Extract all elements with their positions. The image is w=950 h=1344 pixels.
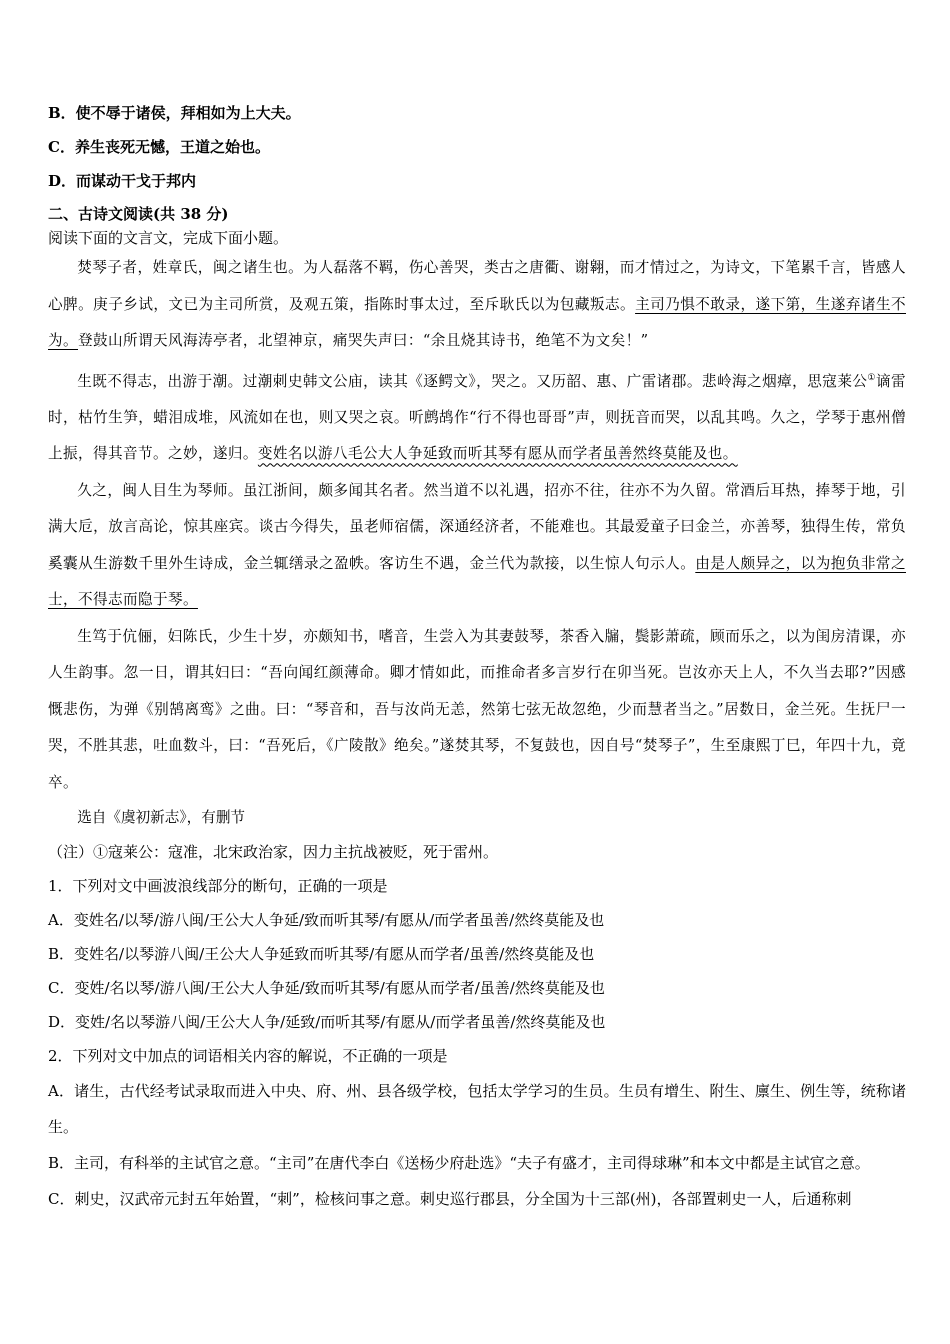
question-1-option-b: B．变姓名/以琴游八闽/王公大人争延致而听其琴/有愿从而学者/虽善/然终莫能及也 bbox=[48, 945, 595, 964]
underlined-sentence: 主司乃惧不敢录，遂下第，生遂弃诸生不为。 bbox=[48, 295, 906, 349]
footnote-marker: ① bbox=[867, 372, 876, 383]
passage-paragraph-2 bbox=[48, 360, 906, 473]
question-2-stem: 2．下列对文中加点的词语相关内容的解说，不正确的一项是 bbox=[48, 1047, 448, 1066]
footnote: （注）①寇莱公：寇准，北宋政治家，因力主抗战被贬，死于雷州。 bbox=[48, 843, 499, 862]
question-2-option-b: B．主司，有科举的主试官之意。“主司”在唐代李白《送杨少府赴选》“夫子有盛才，主司得球琳”和本文中都是主试官之意。 bbox=[48, 1154, 870, 1173]
classical-passage bbox=[48, 250, 906, 801]
question-1-option-d: D．变姓/名以琴游八闽/王公大人争/延致/而听其琴/有愿从/而学者虽善/然终莫能及也 bbox=[48, 1013, 606, 1032]
question-1-option-a: A．变姓名/以琴/游八闽/王公大人争延/致而听其琴/有愿从/而学者虽善/然终莫能及也 bbox=[48, 911, 605, 930]
passage-text: 久之，闽人目生为琴师。虽江浙间，颇多闻其名者。然当道不以礼遇，招亦不往，往亦不为久留。常酒后耳热，捧琴于地，引满大卮，放言高论，惊其座宾。谈古今得失，虽老师宿儒，深通经济者，不能难也。其最爱童子曰金兰，亦善琴，独得生传，常负奚囊从生游数千里外生诗成，金兰辄缮录之盈帙。客访生不遇，金兰代为款接，以生惊人句示人。 bbox=[48, 481, 906, 572]
option-c-prev-question: C．养生丧死无憾，王道之始也。 bbox=[48, 138, 270, 156]
section-heading: 二、古诗文阅读(共 38 分) bbox=[48, 205, 229, 223]
passage-text: 登鼓山所谓天风海涛亭者，北望神京，痛哭失声曰：“余且烧其诗书，绝笔不为文矣！” bbox=[78, 332, 649, 349]
question-1-stem: 1．下列对文中画波浪线部分的断句，正确的一项是 bbox=[48, 877, 388, 896]
option-b-prev-question: B．使不辱于诸侯，拜相如为上大夫。 bbox=[48, 104, 301, 122]
section-intro: 阅读下面的文言文，完成下面小题。 bbox=[48, 229, 289, 247]
passage-paragraph-1 bbox=[48, 250, 906, 360]
question-2-option-c: C．刺史，汉武帝元封五年始置，“刺”，检核问事之意。刺史巡行郡县，分全国为十三部(州)，各部置刺史一人，后通称刺 bbox=[48, 1190, 852, 1209]
passage-paragraph-3 bbox=[48, 473, 906, 619]
passage-text: 焚琴子者，姓章氏，闽之诸生也。为人磊落不羁，伤心善哭，类古之唐衢、谢翱，而才情过之，为诗文，下笔累千言，皆感人心脾。庚子乡试，文已为主司所赏，及观五策，指陈时事太过，至斥耿氏以为包藏叛志。 bbox=[48, 259, 906, 313]
passage-text: 生既不得志，出游于潮。过潮刺史韩文公庙，读其《逐鳄文》，哭之。又历韶、惠、广雷诸郡。悲岭海之烟瘴，思寇莱公 bbox=[77, 372, 868, 390]
wavy-underlined-sentence: 变姓名以游八毛公大人争延致而听其琴有愿从而学者虽善然终莫能及也。 bbox=[257, 445, 738, 463]
passage-text: 谪雷时，枯竹生笋，蜡泪成堆，风流如在也，则又哭之哀。听鹧鸪作“行不得也哥哥”声，则抚音而哭，以乱其鸣。久之，学琴于惠州僧上振，得其音节。之妙，遂归。 bbox=[48, 372, 906, 463]
question-1-option-c: C．变姓/名以琴/游八闽/王公大人争延/致而听其琴/有愿从而学者/虽善/然终莫能及也 bbox=[48, 979, 605, 998]
option-d-prev-question: D．而谋动干戈于邦内 bbox=[48, 172, 197, 190]
question-2-option-a: A．诸生，古代经考试录取而进入中央、府、州、县各级学校，包括太学学习的生员。生员有增生、附生、廪生、例生等，统称诸生。 bbox=[48, 1082, 906, 1137]
passage-paragraph-4: 生笃于伉俪，妇陈氏，少生十岁，亦颇知书，嗜音，生尝入为其妻鼓琴，茶香入牖，鬓影萧疏，顾而乐之，以为闺房清课，亦人生韵事。忽一日，谓其妇曰：“吾向闻红颜薄命。卿才情如此，而推命者多言岁行在卯当死。岂汝亦天上人，不久当去耶?”因感慨悲伤，为弹《别鹄离鸾》之曲。曰：“琴音和，吾与汝尚无恙，然第七弦无故忽绝，少而慧者当之。”居数日，金兰死。生抚尸一哭，不胜其悲，吐血数斗，曰：“吾死后，《广陵散》绝矣。”遂焚其琴，不复鼓也，因自号“焚琴子”，生至康熙丁巳，年四十九，竟卒。 bbox=[48, 627, 906, 791]
underlined-sentence: 由是人颇异之，以为抱负非常之士，不得志而隐于琴。 bbox=[48, 554, 906, 609]
exam-page bbox=[48, 96, 906, 1217]
passage-source: 选自《虞初新志》，有删节 bbox=[77, 809, 246, 827]
